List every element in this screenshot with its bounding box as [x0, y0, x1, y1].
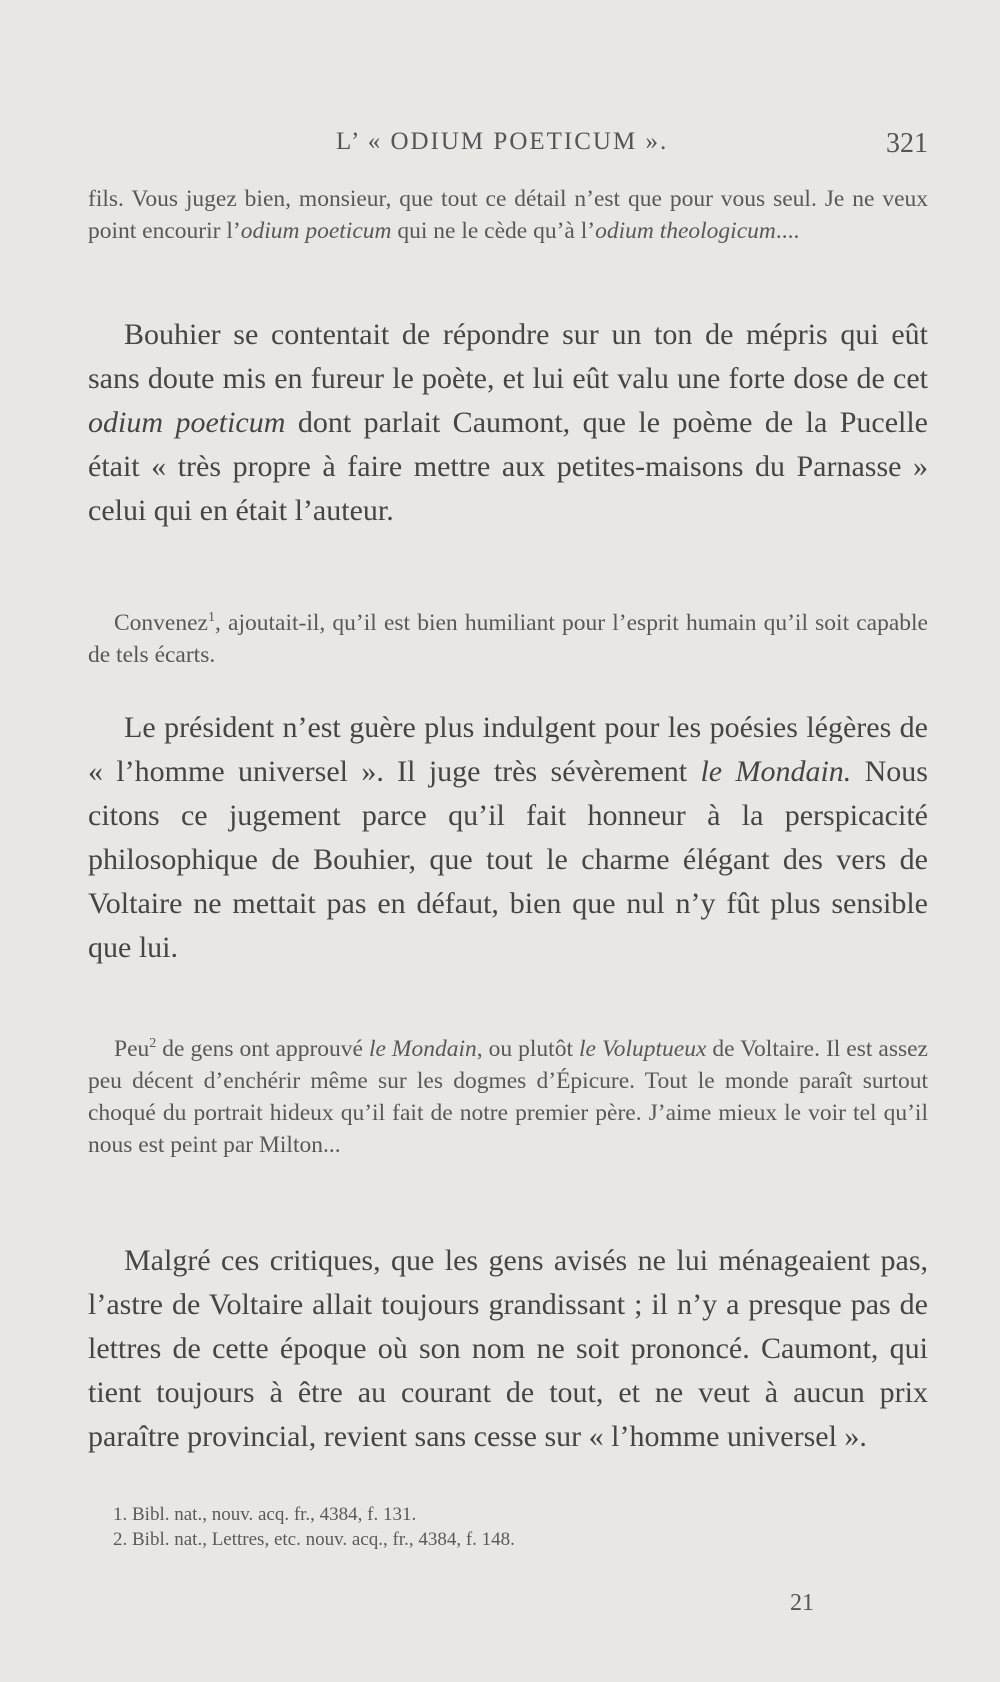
quote-text: , ou plutôt — [476, 1036, 579, 1062]
paragraph-2 — [88, 706, 928, 970]
italic-phrase: odium theologicum — [595, 218, 776, 244]
quote-text: fils. Vous jugez bien, monsieur, que tout ce détail n’est que pour vous seul. Je ne veux point encourir l’ — [88, 186, 928, 244]
running-head: L’ « ODIUM POETICUM ». — [336, 128, 669, 155]
paragraph-text: Le président n’est guère plus indulgent pour les poésies légères de « l’homme universel ». Il juge très sévèrement — [88, 711, 928, 788]
italic-phrase: odium poeticum — [88, 406, 286, 439]
quote-letter-3 — [88, 1033, 928, 1161]
quote-letter-1 — [88, 183, 928, 247]
paragraph-text: Nous citons ce jugement parce qu’il fait honneur à la perspicacité philosophique de Bouhier, que tout le charme élégant des vers de Voltaire ne mettait pas en défaut, bien que nul n’y fût plus sensible que lui. — [88, 755, 928, 964]
italic-phrase: le Mondain. — [700, 755, 852, 788]
footnote-marker: 2 — [149, 1035, 157, 1052]
quote-text: .... — [775, 218, 800, 244]
paragraph-3: Malgré ces critiques, que les gens avisés ne lui ménageaient pas, l’astre de Voltaire allait toujours grandissant ; il n’y a presque pas de lettres de cette époque où son nom ne soit prononcé. Caumont, qui tient toujours à être au courant de tout, et ne veut à aucun prix paraître provincial, revient sans cesse sur « l’homme universel ». — [88, 1244, 928, 1453]
quote-text: , ajoutait-il, qu’il est bien humiliant pour l’esprit humain qu’il soit capable de tels écarts. — [88, 610, 928, 668]
quote-letter-2 — [88, 607, 928, 671]
quote-text: Convenez — [114, 610, 208, 636]
paragraph-text: dont parlait Caumont, que le poème de la Pucelle était « très propre à faire mettre aux petites-maisons du Parnasse » celui qui en était l’auteur. — [88, 406, 928, 527]
page-header — [88, 128, 928, 168]
quote-text: de gens ont approuvé — [156, 1036, 369, 1062]
italic-phrase: le Mondain — [368, 1036, 477, 1062]
paragraph-1 — [88, 313, 928, 533]
footnote-1: 1. Bibl. nat., nouv. acq. fr., 4384, f. 131. — [113, 1504, 417, 1525]
quote-text: Peu — [114, 1036, 150, 1062]
paragraph-text: Bouhier se contentait de répondre sur un ton de mépris qui eût sans doute mis en fureur le poète, et lui eût valu une forte dose de cet — [88, 318, 928, 395]
footnote-marker: 1 — [207, 609, 216, 626]
italic-phrase: odium poeticum — [240, 218, 392, 244]
signature-mark: 21 — [790, 1590, 814, 1616]
italic-phrase: le Voluptueux — [579, 1036, 707, 1062]
quote-text: de Voltaire. Il est assez peu décent d’enchérir même sur les dogmes d’Épicure. Tout le monde paraît surtout choqué du portrait hideux qu’il fait de notre premier père. J’aime mieux le voir tel qu’il nous est peint par Milton... — [88, 1036, 928, 1158]
footnotes — [113, 1502, 515, 1552]
quote-text: qui ne le cède qu’à l’ — [391, 218, 596, 244]
footnote-2: 2. Bibl. nat., Lettres, etc. nouv. acq., fr., 4384, f. 148. — [113, 1529, 515, 1550]
page-number: 321 — [886, 128, 928, 159]
